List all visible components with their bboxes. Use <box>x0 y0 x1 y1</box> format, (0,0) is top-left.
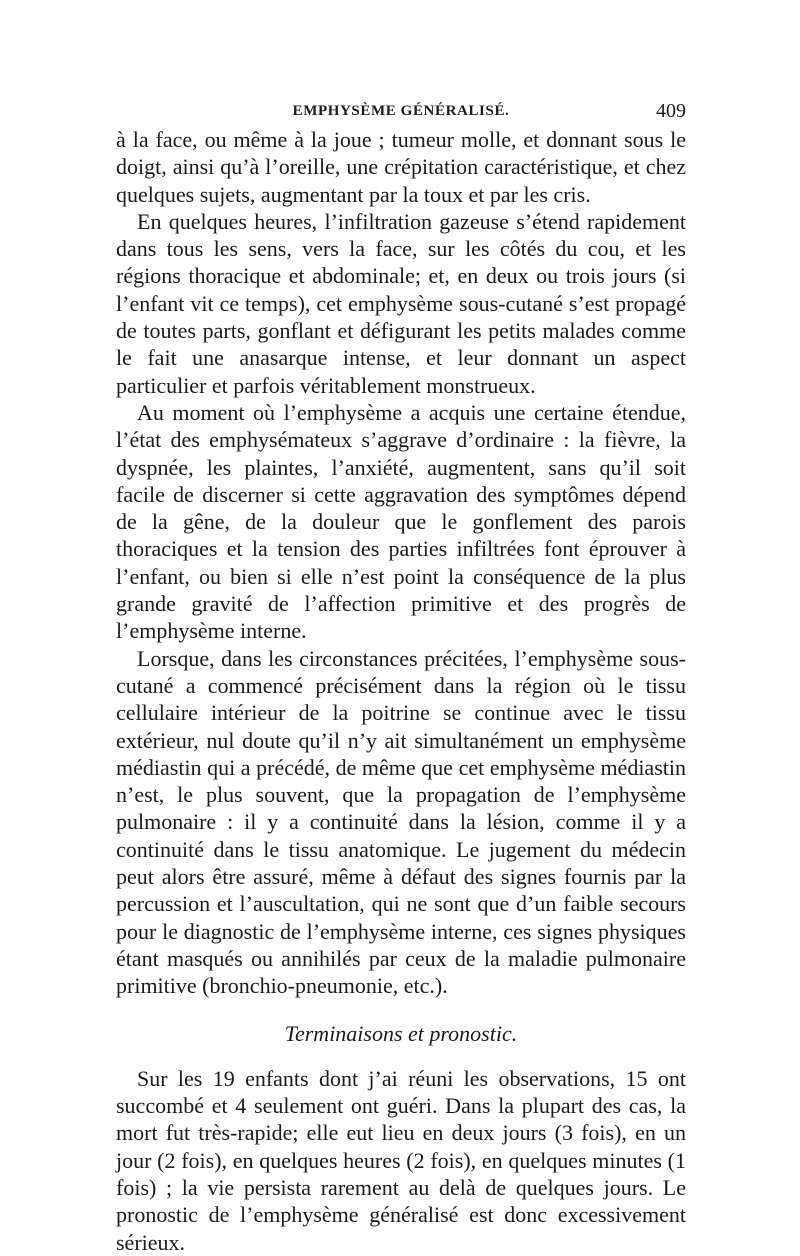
body-text <box>116 126 686 1256</box>
running-title: EMPHYSÈME GÉNÉRALISÉ. <box>292 103 510 119</box>
paragraph-prognosis: Sur les 19 enfants dont j’ai réuni les observations, 15 ont succombé et 4 seulement ont guéri. Dans la plupart des cas, la mort fut très-rapide; elle eut lieu en deux jours (3 fois), en un jour (2 fois), en quelques heures (2 fois), en quelques minutes (1 fois) ; la vie persista rarement au delà de quelques jours. Le pronostic de l’emphysème généralisé est donc excessivement sérieux. <box>116 1065 686 1255</box>
paragraph-infiltration: En quelques heures, l’infiltration gazeuse s’étend rapidement dans tous les sens, vers la face, sur les côtés du cou, et les régions thoracique et abdominale; et, en deux ou trois jours (si l’enfant vit ce temps), cet emphysème sous-cutané s’est propagé de toutes parts, gonflant et défigurant les petits malades comme le fait une anasarque intense, et leur donnant un aspect particulier et parfois véritablement monstrueux. <box>116 208 686 398</box>
paragraph-aggravation: Au moment où l’emphysème a acquis une certaine étendue, l’état des emphysémateux s’aggrave d’ordinaire : la fièvre, la dyspnée, les plaintes, l’anxiété, augmentent, sans qu’il soit facile de discerner si cette aggravation des symptômes dépend de la gêne, de la douleur que le gonflement des parois thoraciques et la tension des parties infiltrées font éprouver à l’enfant, ou bien si elle n’est point la conséquence de la plus grande gravité de l’affection primitive et des progrès de l’emphysème interne. <box>116 399 686 644</box>
paragraph-continued: à la face, ou même à la joue ; tumeur molle, et donnant sous le doigt, ainsi qu’à l’oreille, une crépitation caractéristique, et chez quelques sujets, augmentant par la toux et par les cris. <box>116 127 686 207</box>
section-heading: Terminaisons et pronostic. <box>284 1020 518 1046</box>
paragraph-mediastinal-emphysema: Lorsque, dans les circonstances précitées, l’emphysème sous-cutané a commencé précisément dans la région où le tissu cellulaire intérieur de la poitrine se continue avec le tissu extérieur, nul doute qu’il n’y ait simultanément un emphysème médiastin qui a précédé, de même que cet emphysème médiastin n’est, le plus souvent, que la propagation de l’emphysème pulmonaire : il y a continuité dans la lésion, comme il y a continuité dans le tissu anatomique. Le jugement du médecin peut alors être assuré, même à défaut des signes fournis par la percussion et l’auscultation, qui ne sont que d’un faible secours pour le diagnostic de l’emphysème interne, ces signes physiques étant masqués ou annihilés par ceux de la maladie pulmonaire primitive (bronchio-pneumonie, etc.). <box>116 645 686 999</box>
page-number: 409 <box>656 100 686 122</box>
running-header <box>116 100 686 124</box>
